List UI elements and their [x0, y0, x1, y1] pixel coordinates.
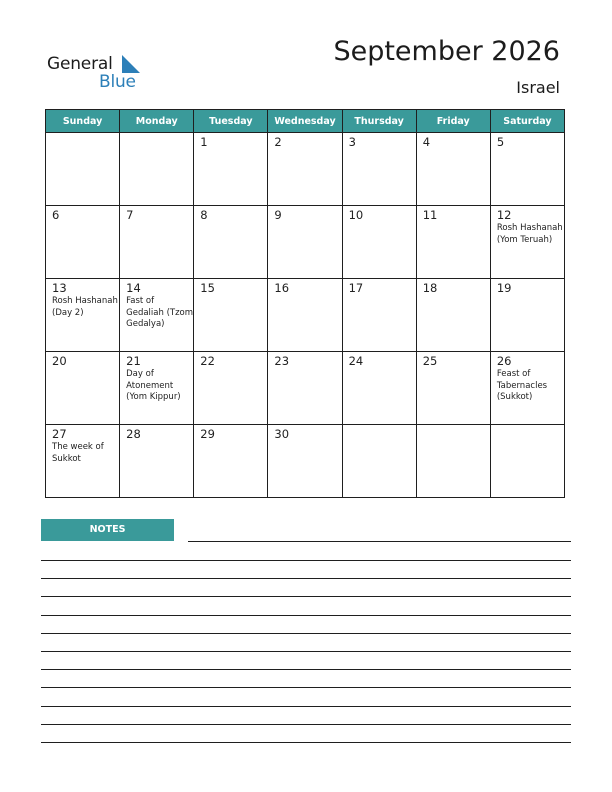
calendar-week-row [46, 352, 565, 425]
holiday-label [194, 295, 267, 296]
holiday-label [194, 441, 267, 442]
calendar-day-cell [342, 352, 416, 425]
notes-rule [41, 560, 571, 561]
day-number: 16 [274, 281, 290, 295]
calendar-week-row [46, 279, 565, 352]
day-number: 28 [126, 427, 141, 441]
notes-rule [41, 742, 571, 743]
holiday-label [194, 149, 267, 150]
holiday-label: The week of Sukkot [52, 442, 104, 464]
day-number: 11 [422, 208, 438, 222]
day-number: 25 [422, 354, 438, 368]
holiday-label [46, 222, 119, 223]
day-number: 7 [126, 208, 134, 222]
notes-rule [41, 651, 571, 652]
weekday-friday: Friday [416, 110, 490, 133]
holiday-label [120, 441, 193, 442]
holiday-label [417, 222, 490, 223]
notes-rule [41, 724, 571, 725]
calendar-day-cell [490, 425, 564, 498]
holiday-label [343, 295, 416, 296]
holiday-label [194, 222, 267, 223]
holiday-label [491, 428, 564, 429]
calendar-day-cell [120, 133, 194, 206]
holiday-label [491, 149, 564, 150]
day-number: 17 [348, 281, 364, 295]
calendar-day-cell [490, 279, 564, 352]
calendar-day-cell [416, 206, 490, 279]
calendar-day-cell [46, 206, 120, 279]
weekday-saturday: Saturday [490, 110, 564, 133]
calendar-day-cell [490, 133, 564, 206]
calendar-day-cell [194, 352, 268, 425]
calendar-day-cell [46, 133, 120, 206]
holiday-label [417, 368, 490, 369]
notes-rule [41, 578, 571, 579]
calendar-title: September 2026 [333, 36, 560, 67]
calendar-week-row [46, 133, 565, 206]
calendar-day-cell [194, 133, 268, 206]
holiday-label [343, 428, 416, 429]
calendar-day-cell [120, 352, 194, 425]
day-number: 19 [496, 281, 512, 295]
holiday-label [194, 368, 267, 369]
day-number: 14 [126, 281, 141, 295]
holiday-label [120, 222, 193, 223]
holiday-label [343, 368, 416, 369]
day-number: 9 [274, 208, 282, 222]
day-number: 2 [274, 135, 282, 149]
calendar-day-cell [268, 279, 342, 352]
calendar-week-row [46, 425, 565, 498]
weekday-wednesday: Wednesday [268, 110, 342, 133]
calendar-day-cell [342, 425, 416, 498]
day-number: 10 [348, 208, 364, 222]
calendar-day-cell [342, 206, 416, 279]
day-number: 26 [496, 354, 512, 368]
calendar-day-cell [490, 206, 564, 279]
day-number: 8 [200, 208, 208, 222]
day-number: 15 [200, 281, 215, 295]
holiday-label: Rosh Hashanah (Day 2) [52, 296, 118, 318]
notes-label: NOTES [41, 519, 174, 541]
day-number: 24 [348, 354, 364, 368]
holiday-label [343, 149, 416, 150]
notes-rule [41, 633, 571, 634]
notes-rule [188, 541, 571, 542]
holiday-label: Feast of Tabernacles (Sukkot) [496, 369, 548, 402]
notes-rule [41, 687, 571, 688]
holiday-label [491, 295, 564, 296]
calendar-day-cell [120, 279, 194, 352]
calendar-day-cell [194, 206, 268, 279]
holiday-label [46, 136, 119, 137]
holiday-label [268, 368, 341, 369]
holiday-label: Rosh Hashanah (Yom Teruah) [496, 223, 563, 245]
calendar-day-cell [416, 133, 490, 206]
holiday-label [268, 222, 341, 223]
day-number: 12 [496, 208, 512, 222]
calendar-day-cell [268, 352, 342, 425]
calendar-day-cell [120, 206, 194, 279]
day-number: 21 [126, 354, 141, 368]
day-number: 30 [274, 427, 290, 441]
day-number: 18 [422, 281, 438, 295]
day-number: 23 [274, 354, 290, 368]
calendar-day-cell [342, 279, 416, 352]
calendar-day-cell [46, 425, 120, 498]
notes-rule [41, 596, 571, 597]
weekday-monday: Monday [120, 110, 194, 133]
calendar-day-cell [268, 206, 342, 279]
day-number: 13 [52, 281, 67, 295]
calendar-day-cell [120, 425, 194, 498]
calendar-day-cell [46, 279, 120, 352]
calendar-body [46, 133, 565, 498]
weekday-sunday: Sunday [46, 110, 120, 133]
calendar-day-cell [46, 352, 120, 425]
calendar-day-cell [416, 279, 490, 352]
holiday-label [417, 149, 490, 150]
holiday-label [343, 222, 416, 223]
day-number: 5 [496, 135, 505, 149]
holiday-label: Fast of Gedaliah (Tzom Gedalya) [126, 296, 194, 329]
weekday-thursday: Thursday [342, 110, 416, 133]
notes-rule [41, 615, 571, 616]
day-number: 29 [200, 427, 215, 441]
calendar-week-row [46, 206, 565, 279]
calendar-day-cell [490, 352, 564, 425]
calendar-day-cell [194, 425, 268, 498]
weekday-header-row [46, 110, 565, 133]
brand-logo [47, 52, 157, 92]
logo-text-general: General [47, 54, 113, 74]
calendar-country: Israel [516, 78, 560, 97]
logo-text-blue: Blue [99, 72, 136, 92]
day-number: 20 [52, 354, 67, 368]
calendar-day-cell [416, 352, 490, 425]
calendar-day-cell [194, 279, 268, 352]
calendar-day-cell [416, 425, 490, 498]
holiday-label [120, 136, 193, 137]
holiday-label [268, 295, 341, 296]
holiday-label [417, 295, 490, 296]
holiday-label [268, 441, 341, 442]
day-number: 3 [348, 135, 356, 149]
calendar-day-cell [268, 133, 342, 206]
calendar-day-cell [342, 133, 416, 206]
day-number: 1 [200, 135, 208, 149]
calendar-day-cell [268, 425, 342, 498]
holiday-label [417, 428, 490, 429]
day-number: 6 [52, 208, 60, 222]
holiday-label [268, 149, 341, 150]
day-number: 27 [52, 427, 67, 441]
holiday-label [46, 368, 119, 369]
day-number: 4 [422, 135, 431, 149]
calendar-grid [45, 109, 565, 498]
notes-rule [41, 706, 571, 707]
weekday-tuesday: Tuesday [194, 110, 268, 133]
notes-rule [41, 669, 571, 670]
holiday-label: Day of Atonement (Yom Kippur) [126, 369, 181, 402]
day-number: 22 [200, 354, 215, 368]
